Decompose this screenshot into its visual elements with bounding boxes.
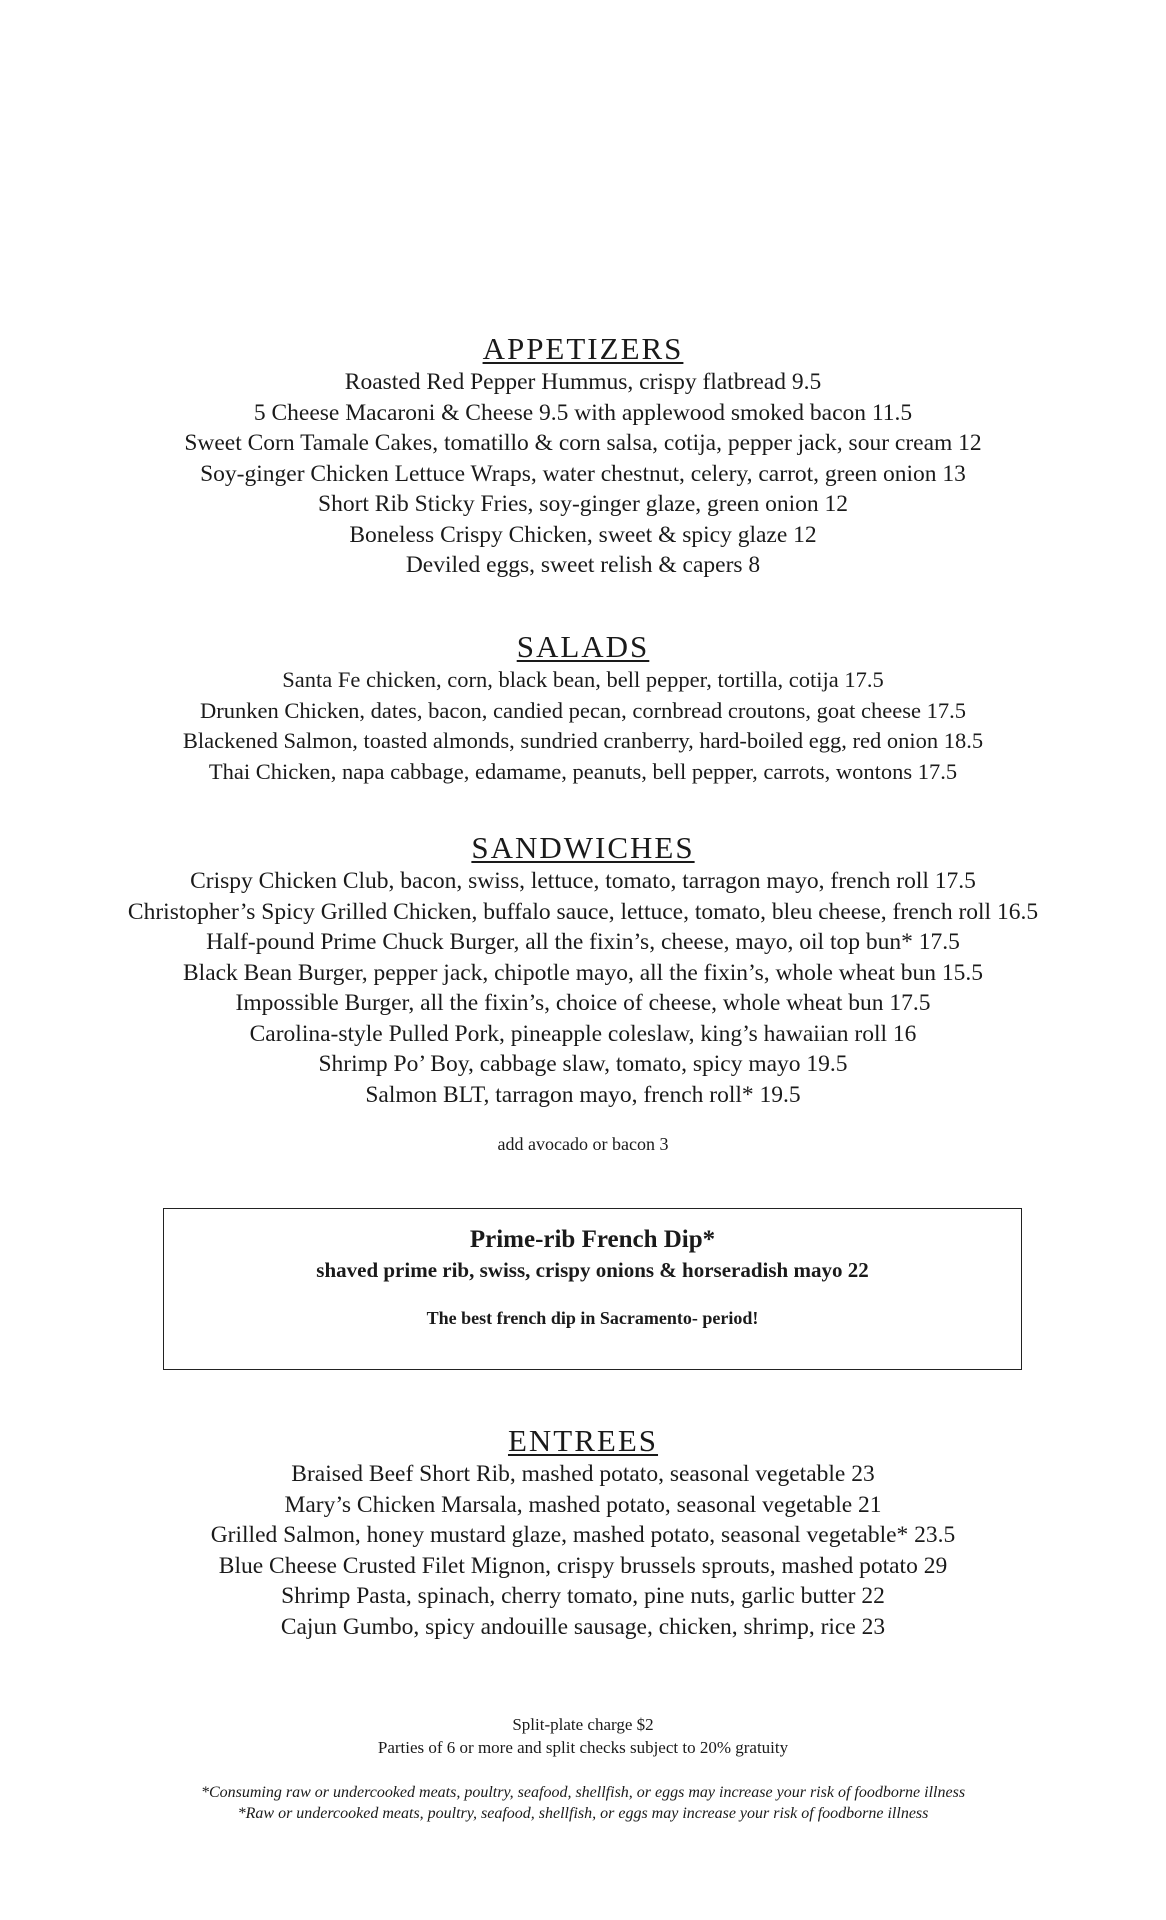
feature-tagline: The best french dip in Sacramento- period!: [426, 1308, 759, 1328]
menu-item: Shrimp Po’ Boy, cabbage slaw, tomato, spicy mayo 19.5: [318, 1051, 848, 1077]
sandwiches-heading: SANDWICHES: [471, 830, 695, 865]
menu-item: Shrimp Pasta, spinach, cherry tomato, pine nuts, garlic butter 22: [281, 1583, 885, 1609]
menu-item: Deviled eggs, sweet relish & capers 8: [405, 552, 761, 578]
menu-item: Soy-ginger Chicken Lettuce Wraps, water chestnut, celery, carrot, green onion 13: [200, 460, 966, 487]
entrees-list: [0, 1459, 1166, 1642]
appetizers-heading: APPETIZERS: [482, 331, 684, 366]
feature-title: Prime-rib French Dip*: [469, 1226, 716, 1253]
feature-description: shaved prime rib, swiss, crispy onions & horseradish mayo 22: [316, 1258, 869, 1282]
menu-item: Grilled Salmon, honey mustard glaze, mashed potato, seasonal vegetable* 23.5: [210, 1522, 956, 1548]
menu-item: Roasted Red Pepper Hummus, crispy flatbread 9.5: [344, 369, 822, 395]
menu-item: Thai Chicken, napa cabbage, edamame, peanuts, bell pepper, carrots, wontons 17.5: [208, 758, 958, 784]
menu-item: Boneless Crispy Chicken, sweet & spicy glaze 12: [349, 521, 817, 548]
salads-list: [0, 665, 1166, 787]
menu-item: Christopher’s Spicy Grilled Chicken, buffalo sauce, lettuce, tomato, bleu cheese, french roll 16.5: [127, 898, 1039, 925]
sandwiches-list: [0, 866, 1166, 1110]
menu-item: Blue Cheese Crusted Filet Mignon, crispy brussels sprouts, mashed potato 29: [218, 1552, 948, 1579]
menu-item: Salmon BLT, tarragon mayo, french roll* 19.5: [365, 1081, 801, 1108]
menu-item: Half-pound Prime Chuck Burger, all the fixin’s, cheese, mayo, oil top bun* 17.5: [206, 929, 960, 955]
menu-item: Mary’s Chicken Marsala, mashed potato, seasonal vegetable 21: [284, 1491, 882, 1518]
entrees-heading: ENTREES: [507, 1423, 659, 1458]
menu-item: Braised Beef Short Rib, mashed potato, seasonal vegetable 23: [291, 1461, 875, 1487]
menu-item: Blackened Salmon, toasted almonds, sundried cranberry, hard-boiled egg, red onion 18.5: [182, 728, 984, 753]
salads-section: [0, 628, 1166, 787]
menu-item: Sweet Corn Tamale Cakes, tomatillo & corn salsa, cotija, pepper jack, sour cream 12: [184, 430, 982, 456]
menu-item: Impossible Burger, all the fixin’s, choice of cheese, whole wheat bun 17.5: [235, 990, 931, 1016]
menu-item: Crispy Chicken Club, bacon, swiss, lettuce, tomato, tarragon mayo, french roll 17.5: [190, 868, 976, 894]
salads-heading: SALADS: [516, 629, 650, 664]
entrees-section: [0, 1422, 1166, 1642]
gratuity-note: Parties of 6 or more and split checks subject to 20% gratuity: [377, 1738, 789, 1757]
food-safety-disclaimer-alt: *Raw or undercooked meats, poultry, seafood, shellfish, or eggs may increase your risk of foodborne illness: [237, 1805, 929, 1822]
menu-item: Black Bean Burger, pepper jack, chipotle mayo, all the fixin’s, whole wheat bun 15.5: [182, 959, 984, 986]
appetizers-list: [0, 367, 1166, 581]
menu-item: Santa Fe chicken, corn, black bean, bell pepper, tortilla, cotija 17.5: [282, 667, 884, 692]
menu-item: Short Rib Sticky Fries, soy-ginger glaze, green onion 12: [318, 491, 848, 517]
menu-item: Carolina-style Pulled Pork, pineapple coleslaw, king’s hawaiian roll 16: [249, 1020, 917, 1047]
menu-item: Cajun Gumbo, spicy andouille sausage, chicken, shrimp, rice 23: [280, 1613, 886, 1640]
menu-item: Drunken Chicken, dates, bacon, candied pecan, cornbread croutons, goat cheese 17.5: [200, 697, 966, 723]
sandwiches-section: [0, 829, 1166, 1110]
split-plate-note: Split-plate charge $2: [512, 1715, 654, 1734]
addon-note: add avocado or bacon 3: [497, 1134, 669, 1154]
appetizers-section: [0, 330, 1166, 581]
menu-item: 5 Cheese Macaroni & Cheese 9.5 with applewood smoked bacon 11.5: [253, 399, 913, 426]
food-safety-disclaimer: *Consuming raw or undercooked meats, poultry, seafood, shellfish, or eggs may increase your risk of foodborne illness: [200, 1784, 966, 1801]
feature-box: [163, 1208, 1022, 1370]
